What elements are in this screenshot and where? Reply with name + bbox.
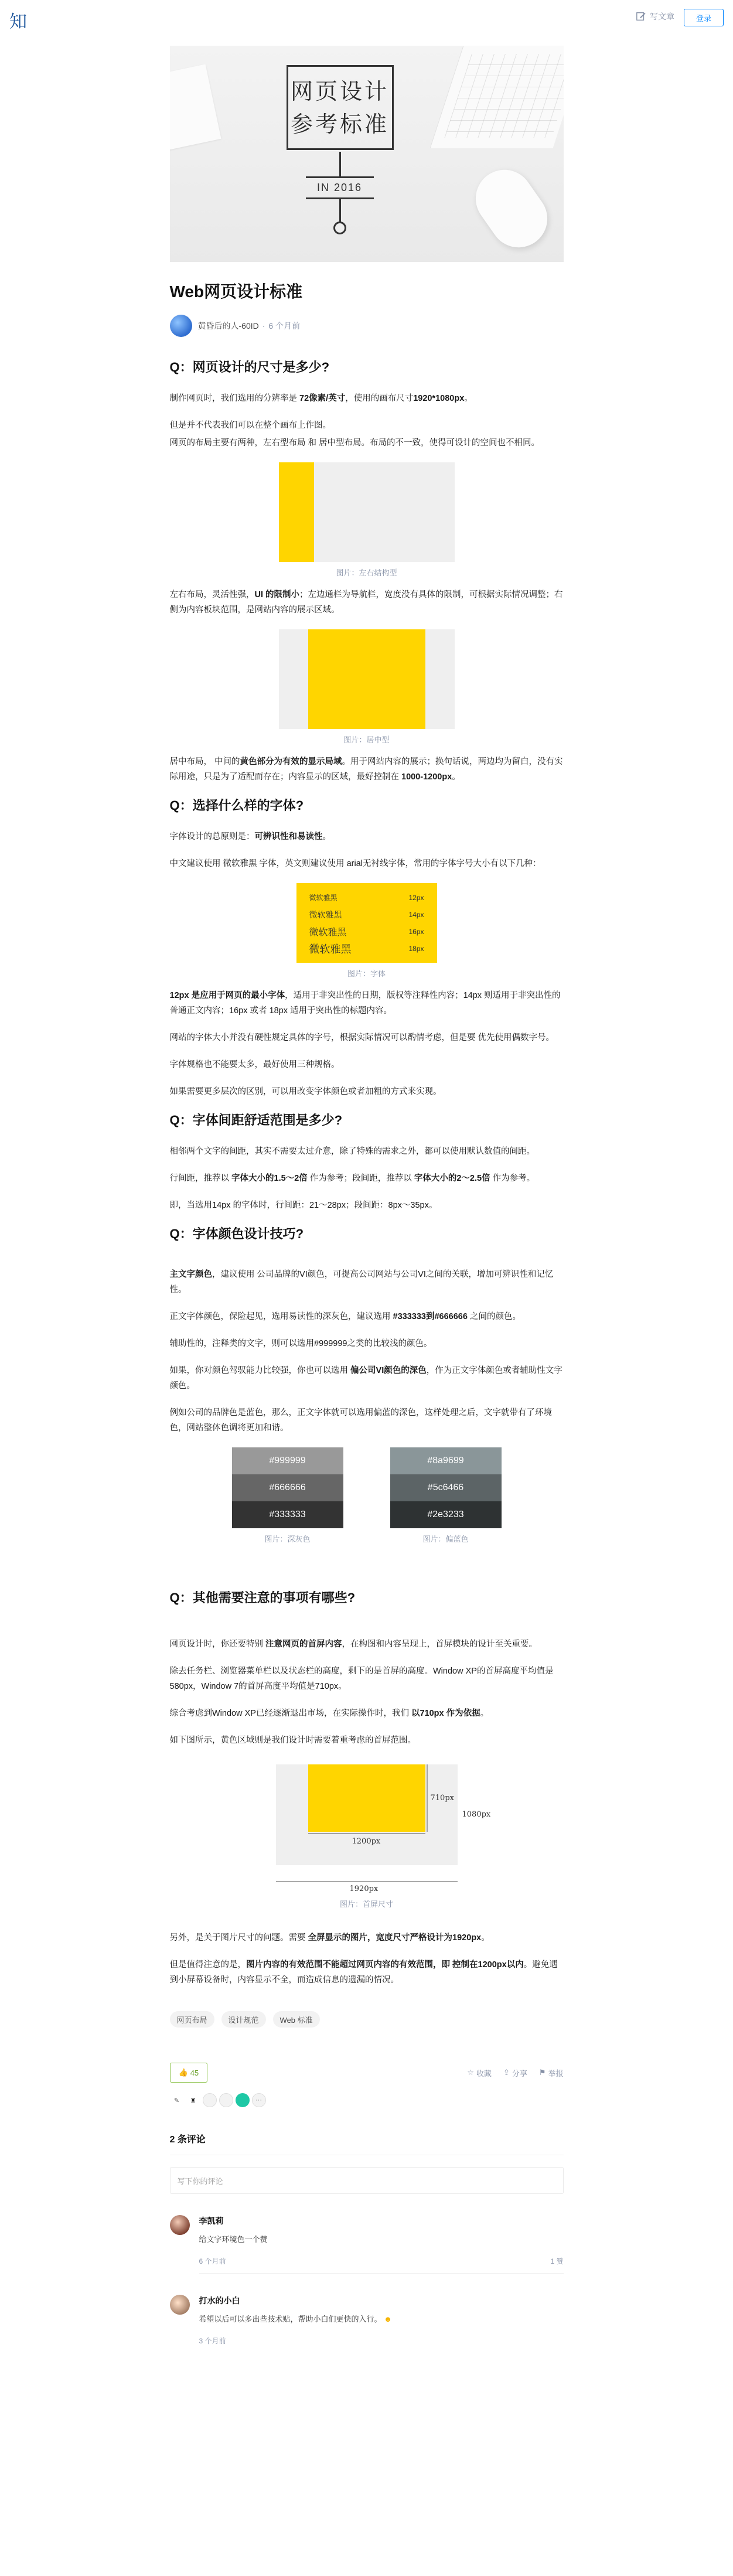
- paragraph: 即，当选用14px 的字体时，行间距：21～28px；段间距：8px～35px。: [169, 1201, 438, 1210]
- centered-layout-figure: [279, 629, 455, 729]
- like-count: 45: [190, 2068, 199, 2077]
- share-button[interactable]: ⇪ 分享: [503, 2068, 527, 2078]
- author-avatar[interactable]: [170, 315, 192, 337]
- paragraph: 除去任务栏、浏览器菜单栏以及状态栏的高度，剩下的是首屏的高度。Window XP的首屏高度平均值是580px，Window 7的首屏高度平均值是710px。: [169, 1667, 554, 1691]
- section-heading: Q：字体颜色设计技巧?: [169, 1226, 304, 1241]
- commenter-avatar[interactable]: [170, 2215, 190, 2235]
- write-article-label: 写文章: [650, 12, 674, 21]
- left-right-layout-figure: [279, 462, 455, 562]
- paragraph: 但是并不代表我们可以在整个画布上作图。: [169, 421, 331, 430]
- mouse-illustration: [464, 159, 558, 259]
- article-actions: [170, 2063, 564, 2083]
- section-heading: Q：其他需要注意的事项有哪些?: [169, 1590, 356, 1605]
- paragraph: 左右布局，灵活性强，UI 的限制小；左边通栏为导航栏，宽度没有具体的限制，可根据实际情况调整；右侧为内容板块范围，是网站内容的展示区域。: [169, 590, 563, 615]
- paragraph: 中文建议使用 微软雅黑 字体，英文则建议使用 arial无衬线字体，常用的字体字号大小有以下几种：: [169, 859, 541, 868]
- flag-icon: ⚑: [538, 2068, 546, 2077]
- comment-time: 3 个月前: [199, 2337, 226, 2345]
- paragraph: 网站的字体大小并没有硬性规定具体的字号，根据实际情况可以酌情考虑，但是要 优先使用偶数字号。: [169, 1033, 555, 1042]
- cover-dot: [333, 222, 346, 234]
- figure-caption: 图片：左右结构型: [336, 568, 397, 577]
- topic-tag[interactable]: 网页布局: [170, 2011, 214, 2028]
- section-heading: Q：字体间距舒适范围是多少?: [169, 1113, 343, 1127]
- font-sample: 微软雅黑: [309, 928, 347, 938]
- cover-title-frame: [287, 65, 394, 150]
- liker-avatar[interactable]: [203, 2093, 217, 2107]
- liker-avatar[interactable]: [219, 2093, 233, 2107]
- paragraph: 另外，是关于图片尺寸的问题。需要 全屏显示的图片，宽度尺寸严格设计为1920px。: [169, 1933, 490, 1943]
- more-likers-icon[interactable]: ···: [252, 2093, 266, 2107]
- paragraph: 行间距，推荐以 字体大小的1.5～2倍 作为参考；段间距，推荐以 字体大小的2～2.5倍 作为参考。: [169, 1174, 536, 1183]
- font-size-label: 16px: [408, 927, 424, 936]
- section-heading: Q：网页设计的尺寸是多少?: [169, 360, 330, 374]
- post-time: 6 个月前: [268, 321, 301, 330]
- comments-heading: 2 条评论: [170, 2132, 564, 2155]
- color-swatch: #333333: [232, 1501, 343, 1528]
- cover-image: [170, 46, 564, 262]
- figure-caption: 图片：字体: [347, 969, 386, 978]
- liker-avatar[interactable]: ✎: [173, 2097, 180, 2104]
- author-info: [170, 315, 564, 337]
- paragraph: 但是值得注意的是，图片内容的有效范围不能超过网页内容的有效范围，即 控制在1200px以内。避免遇到小屏幕设备时，内容显示不全，而造成信息的遗漏的情况。: [169, 1960, 558, 1985]
- comment-text: 希望以后可以多出些技术贴，帮助小白们更快的入行。 ☻: [199, 2315, 392, 2323]
- liker-avatar[interactable]: [236, 2093, 250, 2107]
- paragraph: 字体规格也不能要太多，最好使用三种规格。: [169, 1060, 340, 1069]
- paragraph: 主文字颜色，建议使用 公司品牌的VI颜色，可提高公司网站与公司VI之间的关联，增加可辨识性和记忆性。: [169, 1270, 554, 1294]
- font-size-label: 14px: [408, 910, 424, 919]
- color-swatch: #8a9699: [390, 1447, 502, 1474]
- like-button[interactable]: [170, 2063, 208, 2083]
- cover-stem: [339, 152, 341, 176]
- share-icon: ⇪: [503, 2068, 510, 2077]
- top-bar: [0, 0, 733, 34]
- paragraph: 字体设计的总原则是：可辨识性和易读性。: [169, 832, 331, 841]
- color-swatch: #5c6466: [390, 1474, 502, 1501]
- font-sample: 微软雅黑: [309, 909, 342, 919]
- comment-item: [170, 2295, 564, 2353]
- comment-like-count[interactable]: 1 赞: [550, 2257, 564, 2265]
- topic-tag[interactable]: 设计规范: [221, 2011, 266, 2028]
- dimension-label: 1200px: [352, 1837, 381, 1846]
- paragraph: 网页的布局主要有两种，左右型布局 和 居中型布局。布局的不一致，使得可设计的空间也不相同。: [169, 438, 540, 448]
- article-title: Web网页设计标准: [169, 282, 303, 301]
- first-screen-figure: [276, 1764, 491, 1921]
- paragraph: 如果，你对颜色驾驭能力比较强，你也可以选用 偏公司VI颜色的深色，作为正文字体颜色或者辅助性文字颜色。: [169, 1366, 562, 1391]
- paragraph: 如果需要更多层次的区别，可以用改变字体颜色或者加粗的方式来实现。: [169, 1087, 442, 1096]
- paragraph: 综合考虑到Window XP已经逐渐退出市场，在实际操作时，我们 以710px 作为依据。: [169, 1709, 489, 1718]
- keyboard-illustration: [429, 46, 563, 148]
- paragraph: 居中布局， 中间的黄色部分为有效的显示局域。用于网站内容的展示；换句话说，两边均为留白，没有实际用途，只是为了适配而存在；内容显示的区域，最好控制在 1000-1200px。: [169, 757, 563, 782]
- paragraph: 辅助性的，注释类的文字，则可以选用#999999之类的比较浅的颜色。: [169, 1339, 432, 1348]
- report-button[interactable]: ⚑ 举报: [538, 2068, 564, 2078]
- cover-stem: [339, 199, 341, 223]
- liker-avatars: [170, 2092, 564, 2108]
- blue-swatch-column: [390, 1447, 502, 1553]
- paragraph: 制作网页时，我们选用的分辨率是 72像素/英寸，使用的画布尺寸1920*1080px。: [169, 394, 473, 403]
- smile-icon: ☻: [384, 2315, 392, 2323]
- color-swatch: #2e3233: [390, 1501, 502, 1528]
- separator-dot: ·: [262, 321, 265, 330]
- dimension-label: 1080px: [462, 1810, 491, 1819]
- paper-sheet: [170, 64, 221, 151]
- commenter-name[interactable]: 打水的小白: [199, 2296, 240, 2305]
- liker-avatar[interactable]: ♜: [190, 2097, 196, 2104]
- paragraph: 网页设计时，你还要特别 注意网页的首屏内容，在构图和内容呈现上，首屏模块的设计至关重要。: [169, 1640, 538, 1649]
- gray-swatch-column: [232, 1447, 343, 1553]
- paragraph: 相邻两个文字的间距，其实不需要太过介意，除了特殊的需求之外，都可以使用默认数值的间距。: [169, 1147, 535, 1156]
- write-article-link[interactable]: [636, 11, 674, 22]
- topic-tag[interactable]: Web 标准: [273, 2011, 320, 2028]
- comment-item: [170, 2215, 564, 2274]
- section-heading: Q：选择什么样的字体?: [169, 798, 304, 813]
- cover-divider: [306, 176, 374, 178]
- figure-caption: 图片：偏蓝色: [422, 1535, 469, 1543]
- commenter-avatar[interactable]: [170, 2295, 190, 2315]
- font-sample: 微软雅黑: [309, 943, 352, 955]
- font-size-label: 18px: [408, 944, 424, 953]
- comment-time: 6 个月前: [199, 2257, 226, 2265]
- paragraph: 12px 是应用于网页的最小字体，适用于非突出性的日期，版权等注释性内容；14px 则适用于非突出性的普通正文内容；16px 或者 18px 适用于突出性的标题内容。: [169, 991, 561, 1016]
- paragraph: 如下图所示，黄色区域则是我们设计时需要着重考虑的首屏范围。: [169, 1736, 416, 1745]
- comment-text: 给文字环境色一个赞: [199, 2235, 268, 2244]
- dimension-label: 1920px: [349, 1885, 379, 1893]
- cover-year-badge: IN 2016: [316, 182, 363, 193]
- login-button[interactable]: 登录: [684, 9, 724, 26]
- font-size-figure: [296, 883, 437, 963]
- zhihu-logo[interactable]: 知: [9, 12, 27, 32]
- cover-title-line2: 参考标准: [290, 111, 389, 137]
- topic-tags: [170, 2011, 564, 2028]
- article: [170, 46, 564, 2353]
- color-swatches: [170, 1447, 564, 1553]
- collect-button[interactable]: ☆ 收藏: [467, 2068, 492, 2078]
- font-sample: 微软雅黑: [309, 894, 337, 902]
- comment-input[interactable]: 写下你的评论: [170, 2167, 564, 2194]
- thumbs-up-icon: 👍: [178, 2068, 188, 2077]
- color-swatch: #666666: [232, 1474, 343, 1501]
- font-size-label: 12px: [408, 893, 424, 902]
- dimension-label: 710px: [430, 1794, 454, 1802]
- pencil-icon: [636, 11, 646, 22]
- star-icon: ☆: [467, 2068, 474, 2077]
- author-name[interactable]: 黄昏后的人-60ID: [197, 321, 259, 330]
- figure-caption: 图片：深灰色: [264, 1535, 311, 1543]
- figure-caption: 图片：居中型: [343, 735, 390, 744]
- color-swatch: #999999: [232, 1447, 343, 1474]
- paragraph: 例如公司的品牌色是蓝色，那么，正文字体就可以选用偏蓝的深色，这样处理之后，文字就带有了环境色，网站整体色调将更加和谐。: [169, 1408, 552, 1433]
- commenter-name[interactable]: 李凯莉: [199, 2216, 224, 2226]
- figure-caption: 图片：首屏尺寸: [339, 1900, 393, 1909]
- cover-title-line1: 网页设计: [290, 78, 389, 104]
- paragraph: 正文字体颜色，保险起见，选用易读性的深灰色，建议选用 #333333到#666666 之间的颜色。: [169, 1312, 521, 1321]
